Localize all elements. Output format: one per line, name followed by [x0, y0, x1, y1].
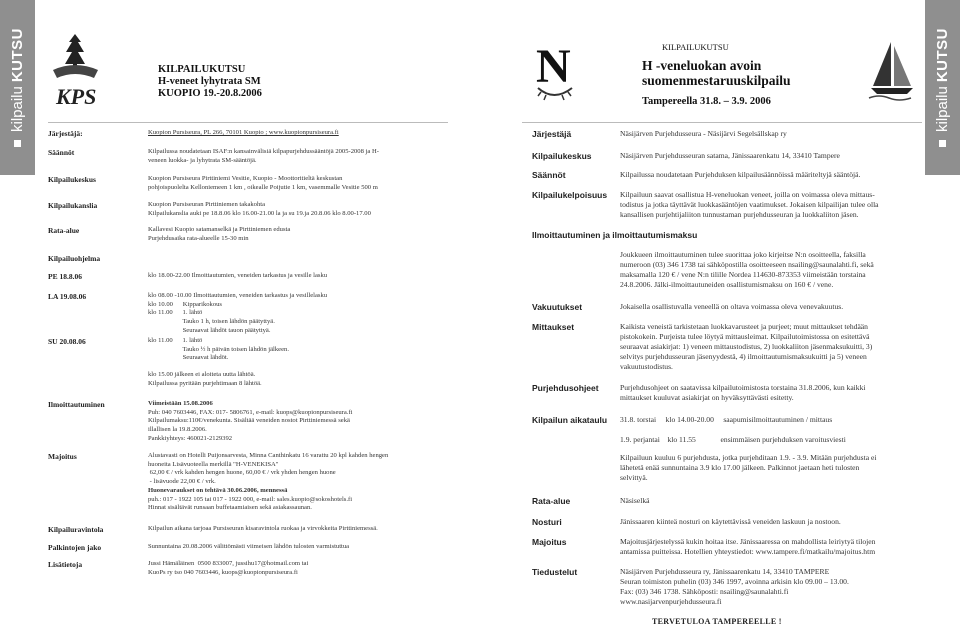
field-line: Hinnat sisältävät runsaan buffetaamiaisen sekä asiakassaunan. [148, 504, 312, 512]
field-line: 31.8. torstai klo 14.00-20.00 saapumisilmoittautuminen / mittaus [620, 415, 833, 424]
field-line: Majoitusjärjestelyssä kukin hoitaa itse. Jänissaaressa on mahdollista leiriytyä tilojen [620, 537, 876, 546]
field-line: selvitys purjehdusseuran jäsenyydestä, 4) ilmoittautumismaksukuitti ja 5) veneen [620, 352, 867, 362]
field-label: Lisätietoja [48, 560, 83, 569]
field-value [620, 190, 879, 220]
field-line: Sunnuntaina 20.08.2006 välittömästi viimeisen lähdön tulosten varmistuttua [148, 543, 350, 550]
right-dates: Tampereella 31.8. – 3.9. 2006 [642, 96, 771, 107]
right-kicker: KILPAILUKUTSU [662, 42, 729, 52]
field-line: Seuraavat lähdöt tauon päätyttyä. [148, 326, 271, 334]
field-line: Kilpailukanslia auki pe 18.8.06 klo 16.00-21.00 la ja su 19.ja 20.8.06 klo 8.00-17.00 [148, 209, 371, 217]
field-value [620, 383, 866, 403]
field-value [148, 226, 290, 243]
kps-club-logo [48, 30, 103, 110]
field-line: Huonevaraukset on tehtävä 30.06.2006, mennessä [148, 486, 288, 494]
field-line: maksamalla 120 € / vene N:n tilille Nordea 114630-873353 viimeistään torstaina [620, 270, 866, 280]
field-line: Näsiselkä [620, 496, 650, 505]
field-line: vakuutustodistus. [620, 362, 673, 372]
field-line: huoneita Lisävuoteella merkillä "H-VENEKISA" [148, 460, 279, 468]
field-line: kansallisen purjehtijaliiton tunnustaman purjehdusseuran ja luokkaliiton jäsen. [620, 210, 859, 220]
field-label: Tiedustelut [532, 567, 578, 577]
side-tab-left [0, 0, 35, 175]
field-line: 1.9. perjantai klo 11.55 ensimmäisen purjehduksen varoitusviesti [620, 435, 846, 444]
field-label: Kilpailun aikataulu [532, 415, 608, 425]
field-line: Puh: 040 7603446, FAX: 017- 5806761, e-mail: kuops@kuopionpursiseura.fi [148, 408, 353, 416]
field-line: puh.: 017 - 1922 105 tai 017 - 1922 000, e-mail: sales.kuopio@sokoshotels.fi [148, 495, 353, 503]
field-line: Kallavesi Kuopio satamanselkä ja Pirttiniemen edusta [148, 226, 291, 233]
field-line: Tauko 1 h, toisen lähdön päätyttyä. [148, 318, 275, 326]
field-line: Kilpailumaksu:110€/venekunta. Sisältää veneiden nostot Pirttiniemessä sekä [148, 417, 350, 425]
field-line: Fax: (03) 346 1738. Sähköposti: nsailing@saunalahti.fi [620, 587, 789, 597]
field-line: Kilpailuun kuuluu 6 purjehdusta, jotka purjehditaan 1.9. - 3.9. Mitään purjehdusta ei [620, 453, 877, 462]
square-icon [14, 140, 21, 147]
field-line: Pankkiyhteys: 460021-2129392 [148, 434, 233, 442]
field-line: Purjehdusaika rata-alueelle 15-30 min [148, 234, 249, 242]
field-value [620, 170, 860, 180]
field-value [620, 435, 846, 445]
field-line: illallisen la 19.8.2006. [148, 426, 207, 434]
field-line: klo 11.00 1. lähtö [148, 337, 203, 344]
field-line: Näsijärven Purjehdusseura - Näsijärvi Segelsällskap ry [620, 129, 787, 138]
field-label: Ilmoittautuminen ja ilmoittautumismaksu [532, 230, 698, 240]
divider [522, 122, 922, 123]
field-line: veneen luokka- ja lyhytrata SM-sääntöjä. [148, 156, 257, 164]
divider [48, 122, 448, 123]
field-line: Jokaisella osallistuvalla veneellä on oltava voimassa oleva venevakuutus. [620, 302, 844, 311]
field-line: Tauko ½ h päivän toisen lähdön jälkeen. [148, 345, 289, 353]
field-line: klo 11.00 1. lähtö [148, 309, 203, 317]
field-label: Palkintojen jako [48, 543, 102, 552]
field-line: mittaukset kuuluvat asiakirjat on hyväksyttävästi esitetty. [620, 393, 794, 403]
field-line: Seuraavat lähdöt. [148, 354, 229, 362]
field-label: Rata-alue [532, 496, 571, 506]
field-line: Kuopion Pursiseura Pirttiniemi Vesitie, Kuopio - Moottoritieltä keskustan [148, 175, 343, 182]
field-value [148, 371, 262, 388]
field-line: numeroon (03) 346 1738 tai sähköpostilla osoitteeseen nsailing@saunalahti.fi, sekä [620, 260, 874, 270]
field-value [148, 148, 379, 165]
field-line: Kilpailun aikana tarjoaa Pursiseuran kisaravintola ruokaa ja virvokkeita Pirttiniemessä. [148, 525, 378, 532]
field-label: Kilpailukanslia [48, 201, 98, 210]
field-line: Näsijärven Purjehdusseura ry, Jänissaarenkatu 14, 33410 TAMPERE [620, 567, 830, 576]
field-value [148, 400, 352, 444]
field-value [148, 452, 388, 513]
field-label: Rata-alue [48, 226, 80, 235]
field-line: Kilpailussa noudatetaan ISAF:n kansainvälisiä kilpapurjehdussääntöjä 2005-2008 ja H- [148, 148, 379, 155]
side-tab-left-text: kilpailu KUTSU [0, 0, 35, 175]
field-label: Kilpailukeskus [532, 151, 592, 161]
field-line: 62,00 € / vrk kahden hengen huone, 60,00 € / vrk yhden hengen huone [148, 469, 336, 477]
field-label: LA 19.08.06 [48, 292, 87, 301]
field-label: Nosturi [532, 517, 562, 527]
field-label: Kilpailuohjelma [48, 254, 101, 263]
field-line: Kuopion Pursiseuran Pirttiniemen takakohta [148, 201, 266, 208]
field-label: Kilpailukeskus [48, 175, 96, 184]
field-value [620, 453, 876, 483]
field-line: klo 10.00 Kipparikokous [148, 300, 222, 308]
left-title: KILPAILUKUTSU H-veneet lyhytrata SM KUOPIO 19.-20.8.2006 [158, 64, 262, 99]
field-label: Vakuutukset [532, 302, 583, 312]
field-line: KuoPs ry tso 040 7603446, kuops@kuopionpursiseura.fi [148, 568, 298, 576]
welcome-footer: TERVETULOA TAMPEREELLE ! [652, 617, 782, 626]
field-value [620, 322, 872, 372]
field-line: Viimeistään 15.08.2006 [148, 400, 213, 407]
svg-text:KPS: KPS [56, 84, 97, 109]
field-line: klo 18.00-22.00 Ilmoittautumien, veneiden tarkastus ja vesille lasku [148, 272, 328, 279]
field-value [620, 496, 650, 506]
field-line: seuraavat asiakirjat: 1) veneen mittaustodistus, 2) luokkaliiton jäsenmaksukuitti, 3) [620, 342, 873, 352]
field-value [620, 567, 849, 607]
field-line: www.nasijarvenpurjehdusseura.fi [620, 597, 722, 607]
field-line: Jänissaaren kiinteä nosturi on käytettävissä veneiden laskuun ja nostoon. [620, 517, 841, 526]
n-club-logo [532, 38, 577, 102]
field-line: Kaikista veneistä tarkistetaan luokkavarusteet ja purjeet; muut mittaukset tehdään [620, 322, 868, 331]
field-line: Kilpailuun saavat osallistua H-veneluokan veneet, joilla on voimassa oleva mittaus- [620, 190, 875, 199]
field-label: Ilmoittautuminen [48, 400, 105, 409]
field-line: selvittyä. [620, 473, 648, 483]
field-label: Kilpailuravintola [48, 525, 104, 534]
field-value [148, 543, 349, 552]
field-value [148, 272, 327, 281]
field-value [148, 201, 371, 218]
field-label: Mittaukset [532, 322, 575, 332]
field-value [148, 560, 308, 577]
field-line: pistokokein. Purjeista tulee löytyä mittausleimat. Kilpailutoimistossa on esitettävä [620, 332, 870, 342]
field-label: Kilpailukelpoisuus [532, 190, 608, 200]
field-line: Kilpailussa pyritään purjehtimaan 8 lähtöä. [148, 379, 262, 387]
h-boat-logo [867, 38, 917, 104]
field-label: PE 18.8.06 [48, 272, 82, 281]
field-line: - lisävuode 22,00 € / vrk. [148, 478, 216, 486]
field-line: todistus ja jotka täyttävät luokkasääntöjen vaatimukset. Jokaisen kilpailijan tulee olla [620, 200, 879, 210]
field-line: lähetetä enää sunnuntaina 3.9 klo 17.00 jälkeen. Palkinnot jaetaan heti tulosten [620, 463, 860, 473]
field-line: Joukkueen ilmoittautuminen tulee suorittaa joko kirjeitse N:n osoitteella, faksilla [620, 250, 866, 259]
field-value [620, 415, 832, 425]
field-label: Säännöt [532, 170, 566, 180]
field-line: antamissa puitteissa. Hotellien yhteystiedot: www.tampere.fi/matkailu/majoitus.htm [620, 547, 876, 557]
square-icon [939, 140, 946, 147]
right-title: H -veneluokan avoin suomenmestaruuskilpailu [642, 58, 791, 89]
field-line: klo 15.00 jälkeen ei aloiteta uutta lähtöä. [148, 371, 256, 378]
field-line: Jussi Hämäläinen 0500 833007, jussihu17@hotmail.com tai [148, 560, 309, 567]
field-line: Näsijärven Purjehdusseuran satama, Jänissaarenkatu 14, 33410 Tampere [620, 151, 840, 160]
field-value [620, 517, 841, 527]
field-value [620, 537, 875, 557]
side-tab-right-text: kilpailu KUTSU [925, 0, 960, 175]
field-value [620, 302, 843, 312]
field-value [620, 129, 787, 139]
field-value [148, 129, 339, 138]
side-tab-right [925, 0, 960, 175]
field-value [148, 175, 378, 192]
field-line: pohjoispuolelta Kelloniemeen 1 km , oikealle Poijutie 1 km, vasemmalle Vesitie 500 m [148, 183, 378, 191]
field-value [620, 250, 874, 290]
field-value [148, 525, 378, 534]
svg-text:N: N [536, 40, 571, 93]
field-line: klo 08.00 -10.00 Ilmoittautumien, veneiden tarkastus ja vesillelasku [148, 292, 328, 299]
field-label: Majoitus [48, 452, 77, 461]
field-value [148, 337, 289, 363]
field-value [148, 292, 327, 336]
field-label: Järjestäjä: [48, 129, 83, 138]
field-label: Purjehdusohjeet [532, 383, 599, 393]
field-line: Kilpailussa noudatetaan Purjehduksen kilpailusäännöissä määriteltyjä sääntöjä. [620, 170, 861, 179]
field-label: Säännöt [48, 148, 75, 157]
field-label: Majoitus [532, 537, 567, 547]
field-line: Alustavasti on Hotelli Puijonsarvesta, Minna Canthinkatu 16 varattu 20 kpl kahden hengen [148, 452, 389, 459]
field-label: SU 20.08.06 [48, 337, 86, 346]
field-line: Seuran toimiston puhelin (03) 346 1997, avoinna arkisin klo 09.00 – 13.00. [620, 577, 849, 587]
field-value [620, 151, 840, 161]
field-line: 24.8.2006. Jälki-ilmoittautuneiden osallistumismaksu on 160 € / vene. [620, 280, 834, 290]
field-line: Kuopion Pursiseura, PL 266, 70101 Kuopio ; www.kuopionpursiseura.fi [148, 129, 339, 136]
field-line: Purjehdusohjeet on saatavissa kilpailutoimistosta torstaina 31.8.2006, kun kaikki [620, 383, 866, 392]
field-label: Järjestäjä [532, 129, 572, 139]
